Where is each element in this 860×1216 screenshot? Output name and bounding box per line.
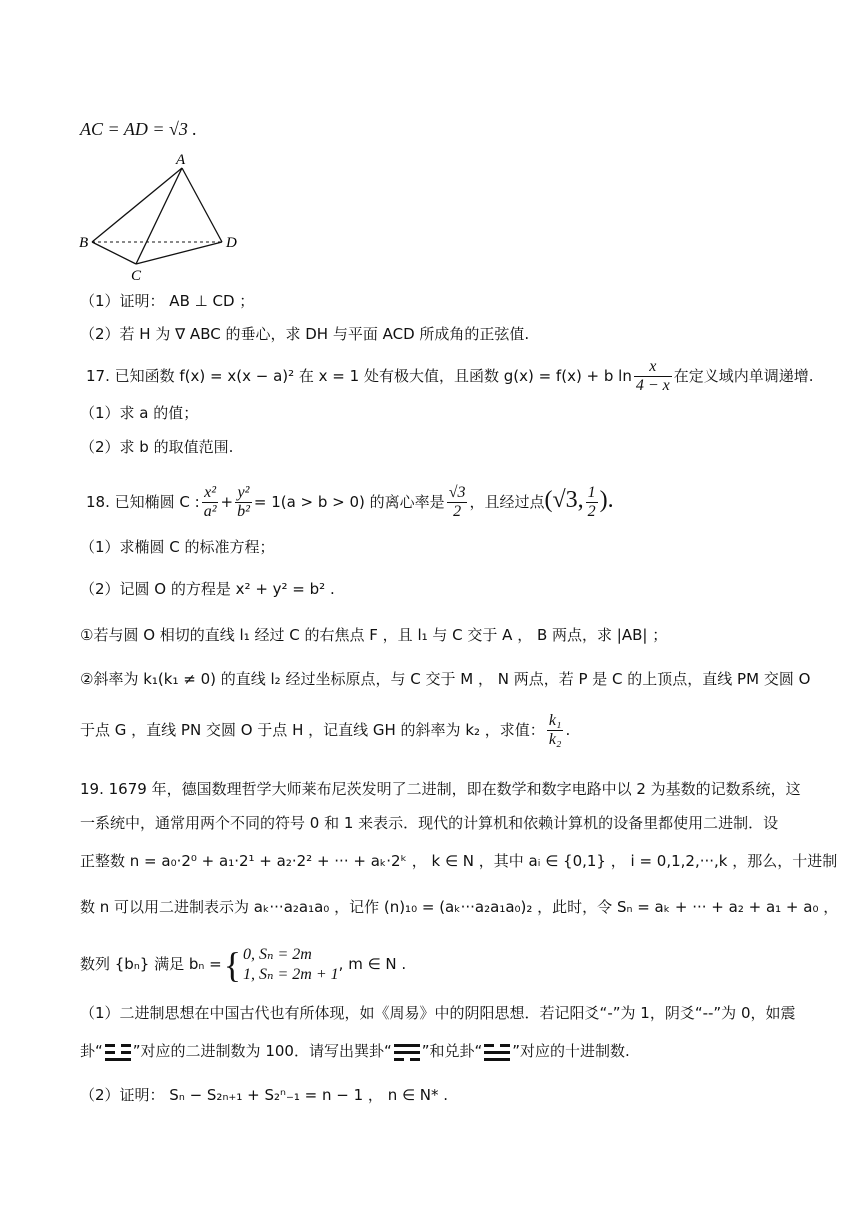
q19-line5-b: , m ∈ N . [338,955,407,973]
q18-plus: + [220,493,234,511]
q19-part1-b [80,1040,630,1062]
vertex-label-c: C [131,268,142,282]
q18-stem-c: ，且经过点 [469,493,545,511]
q18-k-ratio: $\frac{\text{k₁}}{\text{k₂}}$ [548,712,562,748]
q19-part1-b3: ”和兑卦“ [421,1042,483,1060]
q18-sub3-a: 于点 G ，直线 PN 交圆 O 于点 H ，记直线 GH 的斜率为 k₂ ，求值： [80,721,545,739]
q16-part1: （1）证明： AB ⊥ CD ； [80,292,255,310]
q18-stem [86,478,614,524]
q19-part1-b2: ”对应的二进制数为 100．请写出巽卦“ [132,1042,392,1060]
q18-sub1: ①若与圆 O 相切的直线 l₁ 经过 C 的右焦点 F ，且 l₁ 与 C 交于 A ， B 两点，求 |AB| ； [80,626,668,644]
q17-part1: （1）求 a 的值； [80,404,199,422]
q18-point-open: (√3, [544,487,584,513]
q19-part1-a: （1）二进制思想在中国古代也有所体现，如《周易》中的阴阳思想．若记阳爻“-”为 1，阴爻“--”为 0，如震 [80,1004,796,1022]
q18-part2: （2）记圆 O 的方程是 x² + y² = b² . [80,580,335,598]
q16-condition: AC = AD = √3 . [80,119,197,139]
q18-stem-a: 18. 已知椭圆 C : [86,493,200,511]
q18-sub2: ②斜率为 k₁(k₁ ≠ 0) 的直线 l₂ 经过坐标原点，与 C 交于 M ， N 两点，若 P 是 C 的上顶点，直线 PM 交圆 O [80,670,811,688]
q17-stem-b: 在定义域内单调递增. [673,367,814,385]
q16-part2: （2）若 H 为 ∇ ABC 的垂心，求 DH 与平面 ACD 所成角的正弦值. [80,325,530,343]
q18-sub3-b: . [565,721,571,739]
vertex-label-a: A [176,152,186,168]
dui-trigram-icon [484,1043,510,1061]
q19-line3: 正整数 n = a₀·2⁰ + a₁·2¹ + a₂·2² + ··· + aₖ·2ᵏ ， k ∈ N ，其中 aᵢ ∈ {0,1} ， i = 0,1,2,···,k ，那么，十进制 [80,852,838,870]
xun-trigram-icon [394,1043,420,1061]
q18-point-close: ). [599,487,614,513]
zhen-trigram-icon [105,1043,131,1061]
q18-eccentricity: $\frac{√3}{2}$ [448,484,466,520]
q18-fraction-y: $\frac{\text{y²}}{\text{b²}}$ [237,484,250,520]
q19-cases: 0, Sₙ = 2m 1, Sₙ = 2m + 1 [243,945,339,983]
q19-brace: { [223,944,242,985]
q19-part1-b4: ”对应的十进制数. [512,1042,630,1060]
q19-part1-b1: 卦“ [80,1042,103,1060]
q19-line4: 数 n 可以用二进制表示为 aₖ···a₂a₁a₀ ，记作 (n)₁₀ = (aₖ···a₂a₁a₀)₂ ，此时，令 Sₙ = aₖ + ··· + a₂ + a₁ + a₀ ， [80,898,839,916]
tetrahedron-figure [76,150,246,282]
vertex-label-b: B [79,235,89,251]
q19-line1: 19. 1679 年，德国数理哲学大师莱布尼茨发明了二进制，即在数学和数字电路中以 2 为基数的记数系统，这 [80,780,801,798]
q18-point-frac: $\frac{1}{2}$ [587,484,596,520]
q17-fraction: $\frac{x}{4 - x}$ [635,358,670,394]
vertex-label-d: D [226,235,237,251]
q17-stem-a: 17. 已知函数 f(x) = x(x − a)² 在 x = 1 处有极大值，且函数 g(x) = f(x) + b ln [86,367,632,385]
q19-line2: 一系统中，通常用两个不同的符号 0 和 1 来表示．现代的计算机和依赖计算机的设备里都使用二进制．设 [80,814,779,832]
q18-fraction-x: $\frac{\text{x²}}{\text{a²}}$ [203,484,217,520]
q18-part1: （1）求椭圆 C 的标准方程； [80,538,275,556]
q19-line5-a: 数列 {bₙ} 满足 bₙ = [80,955,222,973]
q18-stem-b: = 1(a > b > 0) 的离心率是 [253,493,445,511]
q17-stem [86,356,814,396]
q18-sub3 [80,708,570,752]
q19-part2: （2）证明： Sₙ − S₂ₙ₊₁ + S₂ⁿ₋₁ = n − 1 ， n ∈ N* . [80,1086,449,1104]
q17-part2: （2）求 b 的取值范围. [80,438,234,456]
q19-line5 [80,942,406,986]
